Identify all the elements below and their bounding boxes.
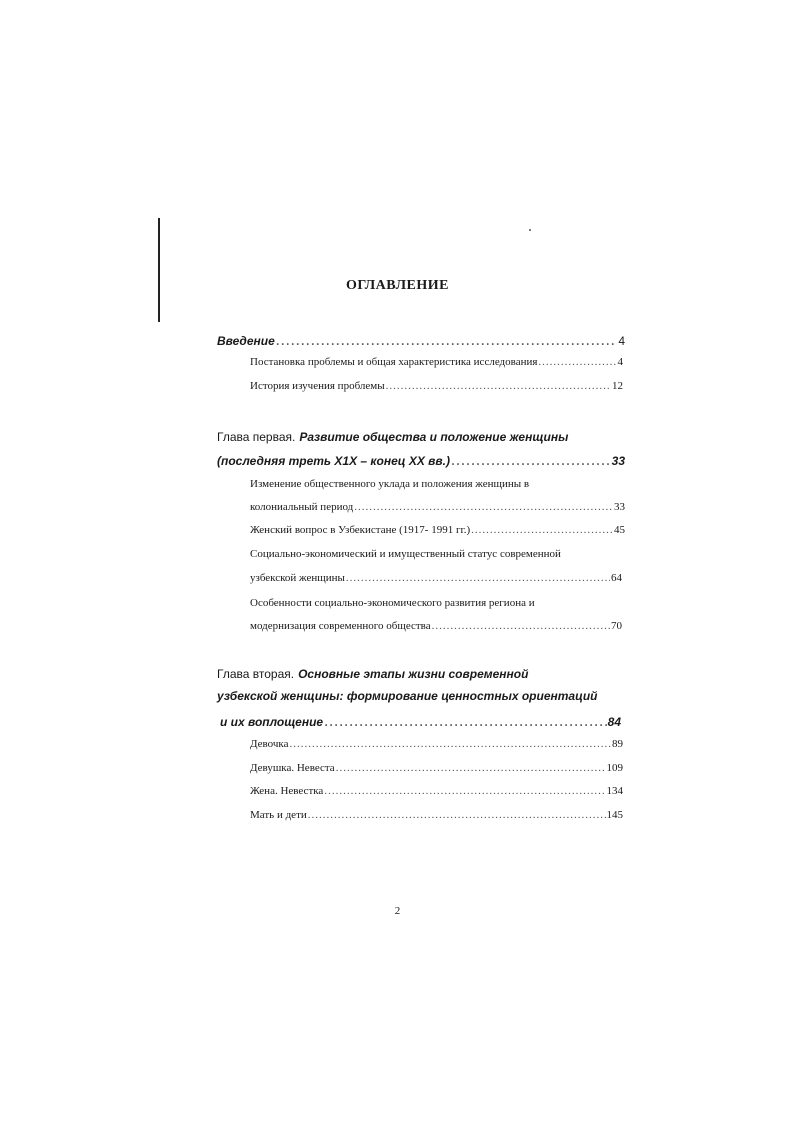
chapter2-title-line1[interactable] <box>217 665 528 683</box>
chapter-title-cont: и их воплощение <box>220 715 324 729</box>
toc-entry-intro-2[interactable] <box>250 380 623 398</box>
toc-page-number: 109 <box>606 762 623 774</box>
toc-entry-intro[interactable] <box>217 332 625 350</box>
page-number: 2 <box>394 905 401 917</box>
leader-dots <box>451 452 611 470</box>
toc-entry-ch2-2[interactable] <box>250 762 623 780</box>
toc-entry-label: Жена. Невестка <box>250 785 324 797</box>
toc-entry-ch1-1[interactable] <box>250 501 625 519</box>
toc-entry-label: Женский вопрос в Узбекистане (1917- 1991 гг.) <box>250 524 471 536</box>
toc-page-number: 12 <box>612 380 623 392</box>
toc-entry-ch2-3[interactable] <box>250 785 623 803</box>
toc-entry-label: Девочка <box>250 738 289 750</box>
toc-entry-ch1-4-line1: Особенности социально-экономического развития региона и <box>250 597 535 609</box>
leader-dots <box>336 762 606 774</box>
leader-dots <box>432 620 610 632</box>
toc-entry-ch1-4[interactable] <box>250 620 622 638</box>
chapter1-title-line1[interactable] <box>217 428 568 446</box>
toc-page-number: 4 <box>617 356 623 368</box>
leader-dots <box>386 380 611 392</box>
toc-entry-chapter2[interactable] <box>220 713 621 731</box>
toc-entry-title: Введение <box>217 334 275 348</box>
toc-page-number: 64 <box>611 572 622 584</box>
toc-entry-ch1-3[interactable] <box>250 572 622 590</box>
toc-page-number: 33 <box>614 501 625 513</box>
leader-dots <box>324 713 607 731</box>
toc-entry-label: модернизация современного общества <box>250 620 431 632</box>
leader-dots <box>346 572 610 584</box>
toc-page-number: 45 <box>614 524 625 536</box>
toc-entry-label: Девушка. Невеста <box>250 762 335 774</box>
toc-page-number: 145 <box>606 809 623 821</box>
leader-dots <box>354 501 613 513</box>
toc-entry-label: Мать и дети <box>250 809 307 821</box>
leader-dots <box>289 738 611 750</box>
toc-entry-ch1-1-line1: Изменение общественного уклада и положения женщины в <box>250 478 530 490</box>
toc-entry-label: узбекской женщины <box>250 572 345 584</box>
toc-entry-chapter1[interactable] <box>217 452 625 470</box>
chapter-prefix: Глава вторая. <box>217 667 295 681</box>
chapter-title: Основные этапы жизни современной <box>298 667 529 681</box>
toc-page-number: 4 <box>618 334 625 348</box>
scan-artifact-speck <box>529 229 531 231</box>
leader-dots <box>538 356 616 368</box>
leader-dots <box>276 332 618 350</box>
toc-page-number: 134 <box>606 785 623 797</box>
chapter-title: Развитие общества и положение женщины <box>299 430 569 444</box>
toc-entry-intro-1[interactable] <box>250 356 623 374</box>
toc-page-number: 70 <box>611 620 622 632</box>
toc-page-number: 84 <box>607 715 621 729</box>
toc-entry-ch1-3-line1: Социально-экономический и имущественный статус современной <box>250 548 561 560</box>
leader-dots <box>471 524 613 536</box>
toc-page-number: 33 <box>611 454 625 468</box>
leader-dots <box>324 785 605 797</box>
scan-artifact-bar <box>158 218 160 322</box>
chapter-title-cont: (последняя треть Х1Х – конец ХХ вв.) <box>217 454 451 468</box>
toc-entry-ch1-2[interactable] <box>250 524 625 542</box>
toc-heading: ОГЛАВЛЕНИЕ <box>346 278 449 293</box>
toc-entry-label: колониальный период <box>250 501 354 513</box>
toc-entry-ch2-1[interactable] <box>250 738 623 756</box>
toc-entry-label: Постановка проблемы и общая характеристика исследования <box>250 356 538 368</box>
chapter2-title-line2: узбекской женщины: формирование ценностных ориентаций <box>217 689 598 703</box>
toc-entry-ch2-4[interactable] <box>250 809 623 827</box>
toc-entry-label: История изучения проблемы <box>250 380 385 392</box>
chapter-prefix: Глава первая. <box>217 430 296 444</box>
toc-page-number: 89 <box>612 738 623 750</box>
leader-dots <box>308 809 606 821</box>
